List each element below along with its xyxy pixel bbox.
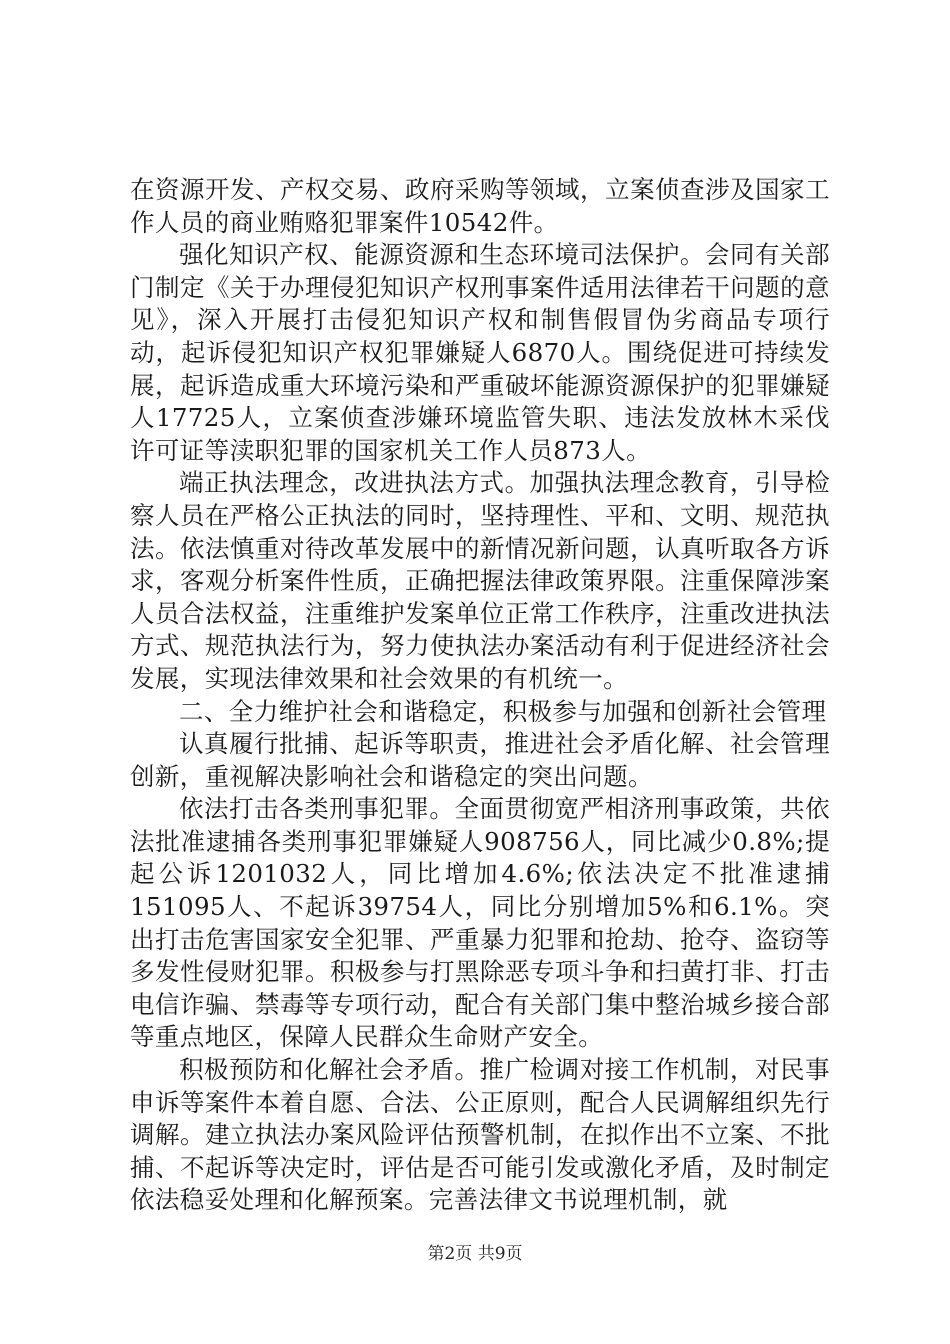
paragraph-conflict-prevention: 积极预防和化解社会矛盾。推广检调对接工作机制，对民事申诉等案件本着自愿、合法、公正原则，配合人民调解组织先行调解。建立执法办案风险评估预警机制，在拟作出不立案、不批捕、不起诉等决定时，评估是否可能引发或激化矛盾，及时制定依法稳妥处理和化解预案。完善法律文书说理机制，就: [130, 1055, 830, 1215]
paragraph-enforcement-concept: 端正执法理念，改进执法方式。加强执法理念教育，引导检察人员在严格公正执法的同时，坚持理性、平和、文明、规范执法。依法慎重对待改革发展中的新情况新问题，认真听取各方诉求，客观分析案件性质，正确把握法律政策界限。注重保障涉案人员合法权益，注重维护发案单位正常工作秩序，注重改进执法方式、规范执法行为，努力使执法办案活动有利于促进经济社会发展，实现法律效果和社会效果的有机统一。: [130, 468, 830, 693]
document-body: [130, 174, 830, 1217]
page-footer: 第2页 共9页: [427, 1244, 523, 1264]
paragraph-crime-crackdown: 依法打击各类刑事犯罪。全面贯彻宽严相济刑事政策，共依法批准逮捕各类刑事犯罪嫌疑人908756人，同比减少0.8%;提起公诉1201032人，同比增加4.6%;依法决定不批准逮捕151095人、不起诉39754人，同比分别增加5%和6.1%。突出打击危害国家安全犯罪、严重暴力犯罪和抢劫、抢夺、盗窃等多发性侵财犯罪。积极参与打黑除恶专项斗争和扫黄打非、打击电信诈骗、禁毒等专项行动，配合有关部门集中整治城乡接合部等重点地区，保障人民群众生命财产安全。: [130, 794, 830, 1052]
paragraph-continuation: 在资源开发、产权交易、政府采购等领域，立案侦查涉及国家工作人员的商业贿赂犯罪案件10542件。: [130, 175, 830, 237]
section-heading-two: 二、全力维护社会和谐稳定，积极参与加强和创新社会管理: [179, 696, 827, 726]
paragraph-duties: 认真履行批捕、起诉等职责，推进社会矛盾化解、社会管理创新，重视解决影响社会和谐稳定的突出问题。: [130, 729, 830, 791]
paragraph-ip-protection: 强化知识产权、能源资源和生态环境司法保护。会同有关部门制定《关于办理侵犯知识产权刑事案件适用法律若干问题的意见》，深入开展打击侵犯知识产权和制售假冒伪劣商品专项行动，起诉侵犯知识产权犯罪嫌疑人6870人。围绕促进可持续发展，起诉造成重大环境污染和严重破坏能源资源保护的犯罪嫌疑人17725人，立案侦查涉嫌环境监管失职、违法发放林木采伐许可证等渎职犯罪的国家机关工作人员873人。: [130, 240, 830, 465]
